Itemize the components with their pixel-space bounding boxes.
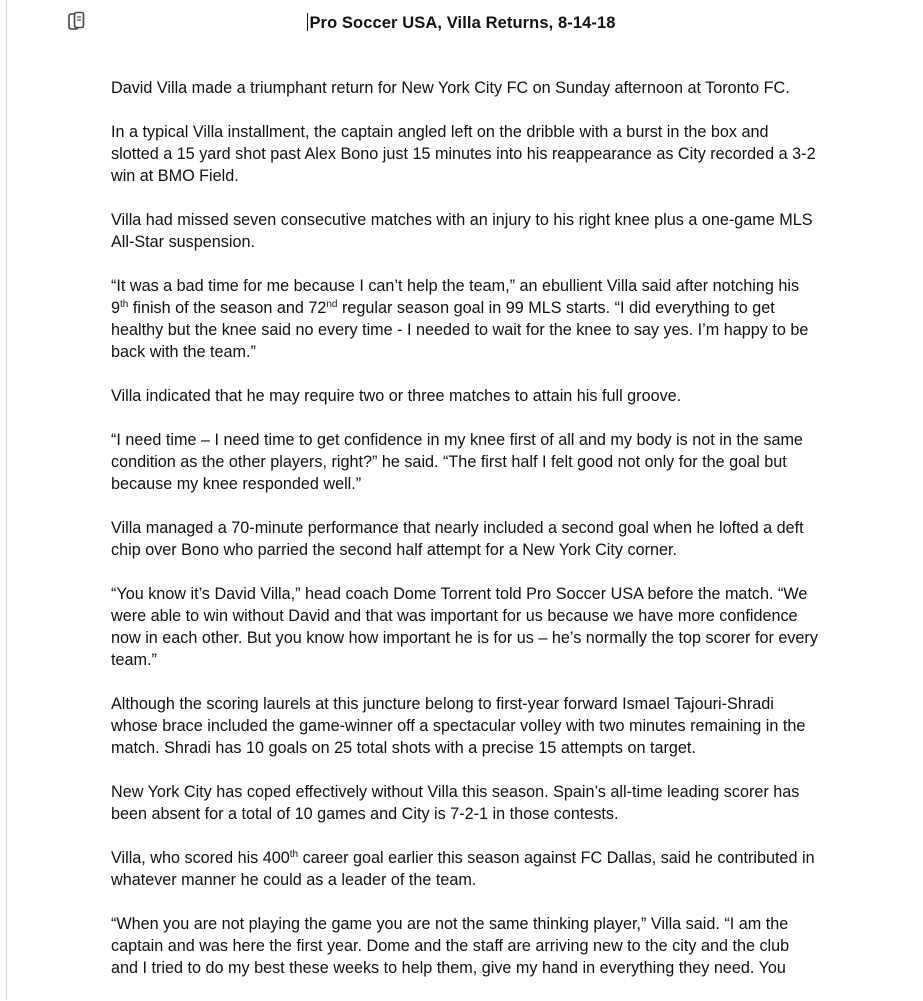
paragraph: “You know it’s David Villa,” head coach Dome Torrent told Pro Soccer USA before the match. “We were able to win without David and that was important for us because we have more confidence now in each other. But you know how important he is for us – he’s normally the top scorer for every team.” (111, 585, 818, 669)
paragraph: Villa managed a 70-minute performance that nearly included a second goal when he lofted a deft chip over Bono who parried the second half attempt for a New York City corner. (111, 519, 804, 559)
superscript: th (120, 299, 129, 310)
paragraph: “When you are not playing the game you are not the same thinking player,” Villa said. “I am the captain and was here the first year. Dome and the staff are arriving new to the city and the club and I tried to do my best these weeks to help them, give my hand in everything they need. You (111, 915, 790, 977)
superscript: nd (326, 299, 338, 310)
page-left-edge (6, 0, 7, 1000)
paragraph: David Villa made a triumphant return for New York City FC on Sunday afternoon at Toronto FC. (111, 79, 790, 97)
paragraph: Although the scoring laurels at this juncture belong to first-year forward Ismael Tajouri-Shradi whose brace included the game-winner off a spectacular volley with two minutes remaining in the match. Shradi has 10 goals on 25 total shots with a precise 15 attempts on target. (111, 695, 806, 757)
document-body (111, 77, 819, 1001)
paragraph: New York City has coped effectively without Villa this season. Spain’s all-time leading scorer has been absent for a total of 10 games and City is 7-2-1 in those contests. (111, 783, 800, 823)
paragraph: In a typical Villa installment, the captain angled left on the dribble with a burst in the box and slotted a 15 yard shot past Alex Bono just 15 minutes into his reappearance as City recorded a 3-2 win at BMO Field. (111, 123, 816, 185)
document-title (0, 12, 923, 34)
superscript: th (289, 849, 299, 860)
paragraph: Villa, who scored his 400th career goal earlier this season against FC Dallas, said he contributed in whatever manner he could as a leader of the team. (111, 849, 815, 889)
paragraph: Villa had missed seven consecutive matches with an injury to his right knee plus a one-game MLS All-Star suspension. (111, 211, 813, 251)
paragraph: Villa indicated that he may require two or three matches to attain his full groove. (111, 387, 682, 405)
paragraph: “It was a bad time for me because I can’t help the team,” an ebullient Villa said after notching his 9th finish of the season and 72nd regular season goal in 99 MLS starts. “I did everything to get healthy but the knee said no every time - I needed to wait for the knee to say yes. I’m happy to be back with the team.” (111, 277, 809, 361)
paragraph: “I need time – I need time to get confidence in my knee first of all and my body is not in the same condition as the other players, right?” he said. “The first half I felt good not only for the goal but because my knee responded well.” (111, 431, 803, 493)
document-title-text: Pro Soccer USA, Villa Returns, 8-14-18 (309, 14, 616, 32)
